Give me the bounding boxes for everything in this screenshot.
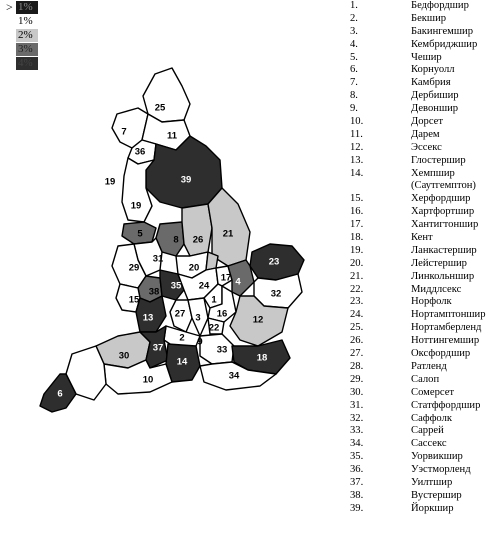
county-number: 11. [350, 128, 363, 140]
county-name: Оксфордшир [411, 348, 471, 360]
county-name: Хемпшир [411, 167, 455, 179]
county-name: Ланкастершир [411, 244, 477, 256]
county-number-label: 23 [268, 256, 280, 268]
county-number-label: 11 [166, 130, 178, 142]
county-list-item [350, 335, 500, 348]
county-name: Глостершир [411, 154, 466, 166]
county-list-item [350, 142, 500, 155]
county-list-item [350, 219, 500, 232]
county-list-item [350, 116, 500, 129]
county-list-item [350, 0, 500, 13]
county-name: Ратленд [411, 360, 447, 372]
county-name: Чешир [411, 51, 442, 63]
county-number-label: 32 [270, 288, 282, 300]
county-number-label: 7 [121, 126, 127, 138]
legend-row [6, 42, 38, 56]
county-number-label: 37 [152, 342, 164, 354]
county-number: 10. [350, 116, 364, 128]
county-list-item [350, 296, 500, 309]
county-number-label: 26 [192, 234, 204, 246]
county-number: 15. [350, 193, 364, 205]
county-name: Сассекс [411, 438, 447, 450]
county-number: 27. [350, 348, 364, 360]
county-number-label: 27 [174, 308, 186, 320]
county-number: 2. [350, 12, 358, 24]
county-number-label: 17 [220, 272, 232, 284]
county-list-item [350, 245, 500, 258]
county-list-item [350, 26, 500, 39]
county-list-item [350, 451, 500, 464]
county-name: Корнуолл [411, 64, 455, 76]
county-list-item [350, 193, 500, 206]
county-number: 12. [350, 141, 364, 153]
county-number: 39. [350, 502, 364, 514]
legend-swatch: 4% [16, 57, 38, 70]
county-number: 9. [350, 103, 358, 115]
county-number: 37. [350, 476, 364, 488]
county-number-label: 22 [208, 322, 220, 334]
county-name: Кент [411, 232, 433, 244]
county-number: 5. [350, 51, 358, 63]
county-name: Ноттингемшир [411, 335, 480, 347]
legend-swatch: 2% [16, 29, 38, 42]
county-number: 24. [350, 309, 364, 321]
legend-prefix: > [6, 0, 13, 14]
county-name: Миддлсекс [411, 283, 462, 295]
county-list-item [350, 503, 500, 516]
county-name: Сомерсет [411, 386, 455, 398]
county-number: 3. [350, 25, 358, 37]
county-list-item [350, 258, 500, 271]
county-number-label: 18 [256, 352, 268, 364]
county-number: 28. [350, 360, 364, 372]
legend-row [6, 0, 38, 14]
county-number-label: 31 [152, 253, 164, 265]
county-region [146, 136, 222, 208]
county-name: Дербишир [411, 90, 459, 102]
county-number: 4. [350, 38, 358, 50]
county-number-label: 3 [195, 312, 201, 324]
county-list-item [350, 232, 500, 245]
county-region [228, 260, 254, 296]
county-name: Хантигтоншир [411, 219, 479, 231]
county-list-item [350, 129, 500, 142]
county-number-label: 13 [142, 312, 154, 324]
county-name: Норфолк [411, 296, 452, 308]
county-name: Йоркшир [411, 502, 454, 514]
county-number-label: 35 [170, 280, 182, 292]
county-list-item [350, 77, 500, 90]
legend-swatch: 1% [16, 1, 38, 14]
county-list-item [350, 477, 500, 490]
england-map-svg [0, 56, 340, 416]
county-number: 20. [350, 257, 364, 269]
county-number-label: 14 [176, 356, 188, 368]
england-county-map [0, 56, 340, 416]
county-list-item [350, 348, 500, 361]
county-region [143, 68, 190, 122]
county-name: Лейстершир [411, 257, 467, 269]
county-name: Девоншир [411, 103, 459, 115]
county-list [350, 0, 500, 516]
county-number: 29. [350, 373, 364, 385]
county-name: Хартфортшир [411, 206, 475, 218]
county-list-item [350, 374, 500, 387]
county-number-label: 30 [118, 350, 130, 362]
county-number: 14. [350, 167, 364, 179]
county-number-label: 21 [222, 228, 234, 240]
county-number-label: 34 [228, 370, 240, 382]
county-number: 36. [350, 464, 364, 476]
county-list-item [350, 309, 500, 322]
county-number-label: 38 [148, 286, 160, 298]
county-name: Уэстморленд [411, 464, 471, 476]
county-number: 17. [350, 219, 364, 231]
county-name: Саррей [411, 425, 444, 437]
county-number: 18. [350, 232, 364, 244]
county-number-label: 19 [104, 176, 116, 188]
county-name: Херфордшир [411, 193, 471, 205]
county-list-item [350, 387, 500, 400]
county-number-label: 5 [137, 228, 143, 240]
county-list-item [350, 271, 500, 284]
county-name: Нортамберленд [411, 322, 482, 334]
county-number: 23. [350, 296, 364, 308]
county-number: 22. [350, 283, 364, 295]
county-name: Салоп [411, 373, 440, 385]
county-list-item [350, 464, 500, 477]
county-list-item [350, 425, 500, 438]
county-name: Линкольншир [411, 270, 475, 282]
county-list-item [350, 168, 500, 181]
county-number-label: 33 [216, 344, 228, 356]
county-number-label: 19 [130, 200, 142, 212]
legend-swatch: 1% [16, 15, 38, 28]
legend-swatch: 3% [16, 43, 38, 56]
county-number-label: 20 [188, 262, 200, 274]
county-name: Уилтшир [411, 476, 453, 488]
county-list-item [350, 284, 500, 297]
county-number-label: 10 [142, 374, 154, 386]
county-name: Саффолк [411, 412, 453, 424]
county-number: 21. [350, 270, 364, 282]
county-number-label: 8 [173, 234, 179, 246]
county-list-item [350, 180, 500, 193]
county-number: 32. [350, 412, 364, 424]
county-number: 31. [350, 399, 364, 411]
county-list-item [350, 64, 500, 77]
county-number-label: 29 [128, 262, 140, 274]
county-number-label: 6 [57, 388, 63, 400]
county-number-label: 12 [252, 314, 264, 326]
county-name: Бакингемшир [411, 25, 474, 37]
county-number-label: 9 [197, 336, 203, 348]
county-number: 6. [350, 64, 358, 76]
county-name: Вустершир [411, 489, 462, 501]
county-region [182, 204, 212, 256]
county-list-item [350, 103, 500, 116]
county-number: 34. [350, 438, 364, 450]
county-number-label: 4 [235, 276, 241, 288]
county-name: Эссекс [411, 141, 442, 153]
county-name: Камбрия [411, 77, 451, 89]
county-list-item [350, 39, 500, 52]
county-list-item [350, 361, 500, 374]
county-list-item [350, 90, 500, 103]
county-number: 35. [350, 451, 364, 463]
county-name: Уорвикшир [411, 451, 463, 463]
county-number: 26. [350, 335, 364, 347]
county-name: Нортамптоншир [411, 309, 486, 321]
county-list-item [350, 400, 500, 413]
county-number: 7. [350, 77, 358, 89]
county-number: 25. [350, 322, 364, 334]
county-region [104, 360, 172, 394]
county-number-label: 1 [211, 294, 217, 306]
county-list-item [350, 413, 500, 426]
legend-row [6, 14, 38, 28]
county-number: 8. [350, 90, 358, 102]
county-number-label: 36 [134, 146, 146, 158]
county-number-label: 24 [198, 280, 210, 292]
county-number-label: 2 [179, 332, 185, 344]
county-number: 38. [350, 489, 364, 501]
county-number-label: 15 [128, 294, 140, 306]
county-list-item [350, 490, 500, 503]
county-number: 13. [350, 154, 364, 166]
county-list-item [350, 438, 500, 451]
county-number: 30. [350, 386, 364, 398]
county-name: (Саутгемптон) [411, 180, 476, 192]
county-number-label: 16 [216, 308, 228, 320]
county-number: 19. [350, 244, 364, 256]
county-list-item [350, 206, 500, 219]
county-name: Бедфордшир [411, 0, 469, 11]
county-name: Дарем [411, 128, 440, 140]
county-list-item [350, 322, 500, 335]
county-number: 16. [350, 206, 364, 218]
county-number: 33. [350, 425, 364, 437]
legend-row [6, 28, 38, 42]
county-list-item [350, 155, 500, 168]
county-name: Бекшир [411, 12, 447, 24]
county-list-item [350, 52, 500, 65]
county-number-label: 39 [180, 174, 192, 186]
county-name: Кембриджшир [411, 38, 478, 50]
county-name: Дорсет [411, 116, 443, 128]
county-number: 1. [350, 0, 358, 11]
county-name: Статффордшир [411, 399, 481, 411]
county-list-item [350, 13, 500, 26]
county-number-label: 25 [154, 102, 166, 114]
